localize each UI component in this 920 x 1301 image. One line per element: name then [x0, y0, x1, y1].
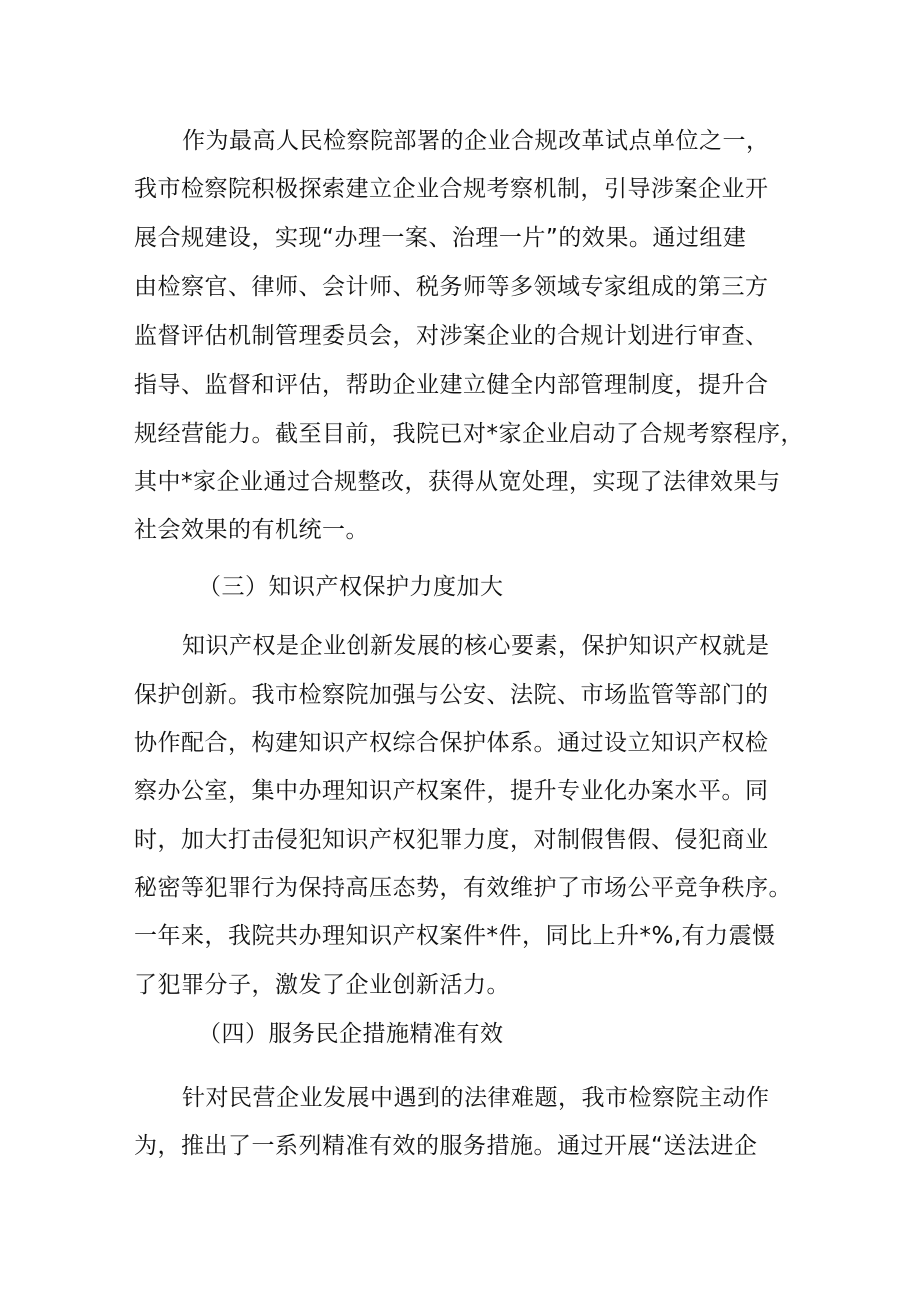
paragraph-2-line-1: 知识产权是企业创新发展的核心要素，保护知识产权就是 [182, 633, 770, 659]
paragraph-2-line-8: 了犯罪分子，激发了企业创新活力。 [134, 972, 510, 998]
section-heading-4: （四）服务民企措施精准有效 [198, 1021, 504, 1047]
paragraph-1-line-2: 我市检察院积极探索建立企业合规考察机制，引导涉案企业开 [134, 176, 769, 202]
paragraph-1-line-4: 由检察官、律师、会计师、税务师等多领域专家组成的第三方 [134, 274, 769, 300]
paragraph-1-line-5: 监督评估机制管理委员会，对涉案企业的合规计划进行审查、 [134, 323, 769, 349]
paragraph-1-line-7: 规经营能力。截至目前，我院已对*家企业启动了合规考察程序， [134, 421, 804, 447]
paragraph-1-line-3: 展合规建设，实现“办理一案、治理一片”的效果。通过组建 [134, 225, 747, 251]
paragraph-2-line-3: 协作配合，构建知识产权综合保护体系。通过设立知识产权检 [134, 730, 769, 756]
paragraph-2-line-5: 时，加大打击侵犯知识产权犯罪力度，对制假售假、侵犯商业 [134, 827, 769, 853]
paragraph-3-line-2: 为，推出了一系列精准有效的服务措施。通过开展“送法进企 [134, 1133, 758, 1159]
paragraph-2-line-2: 保护创新。我市检察院加强与公安、法院、市场监管等部门的 [134, 682, 769, 708]
paragraph-2-line-7: 一年来，我院共办理知识产权案件*件，同比上升*%,有力震慑 [134, 923, 776, 949]
paragraph-1-line-9: 社会效果的有机统一。 [134, 517, 369, 543]
paragraph-2-line-4: 察办公室，集中办理知识产权案件，提升专业化办案水平。同 [134, 778, 769, 804]
paragraph-1-line-8: 其中*家企业通过合规整改，获得从宽处理，实现了法律效果与 [134, 469, 781, 495]
paragraph-1-line-6: 指导、监督和评估，帮助企业建立健全内部管理制度，提升合 [134, 372, 769, 398]
section-heading-3: （三）知识产权保护力度加大 [198, 574, 504, 600]
paragraph-3-line-1: 针对民营企业发展中遇到的法律难题，我市检察院主动作 [182, 1085, 770, 1111]
paragraph-2-line-6: 秘密等犯罪行为保持高压态势，有效维护了市场公平竞争秩序。 [134, 875, 792, 901]
paragraph-1-line-1: 作为最高人民检察院部署的企业合规改革试点单位之一， [182, 128, 770, 154]
